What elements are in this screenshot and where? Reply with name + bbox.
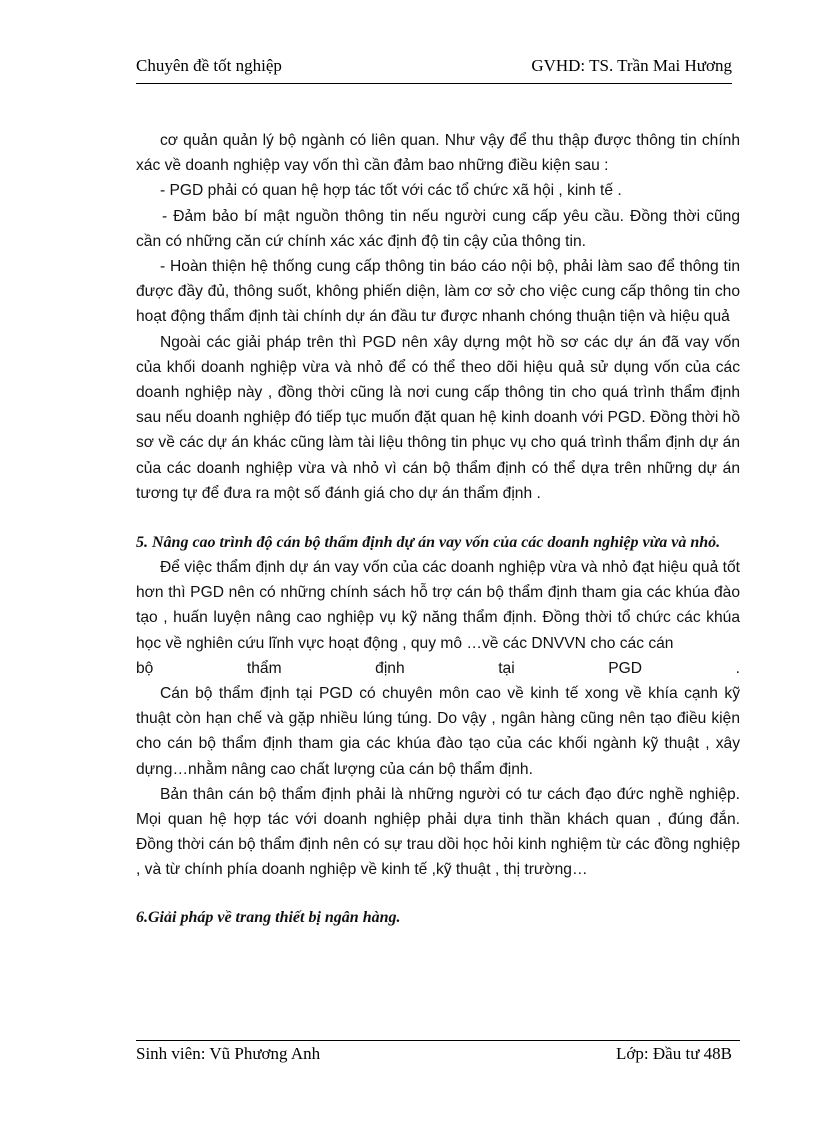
word: tại — [498, 659, 515, 677]
footer-class: Lớp: Đầu tư 48B — [616, 1044, 732, 1063]
bullet-item: - Hoàn thiện hệ thống cung cấp thông tin báo cáo nội bộ, phải làm sao để thông tin được đầy đủ, thông suốt, không phiến diện, làm cơ sở cho việc cung cấp thông tin cho hoạt động thẩm định tài chính dự án đầu tư được nhanh chóng thuận tiện và hiệu quả — [136, 258, 740, 326]
header-divider — [136, 83, 732, 84]
word: bộ — [136, 659, 154, 677]
footer-divider — [136, 1040, 740, 1041]
page-header — [136, 56, 732, 82]
word: định — [375, 659, 405, 677]
word: thẩm — [246, 659, 282, 677]
footer-student: Sinh viên: Vũ Phương Anh — [136, 1044, 321, 1063]
paragraph: Cán bộ thẩm định tại PGD có chuyên môn cao về kinh tế xong về khía cạnh kỹ thuật còn hạn chế và gặp nhiều lúng túng. Do vậy , ngân hàng cũng nên tạo điều kiện cho cán bộ thẩm định tham gia các khúa đào tạo của các khối ngành kỹ thuật , xây dựng…nhằm nâng cao chất lượng của cán bộ thẩm định. — [136, 685, 740, 778]
paragraph-justified-line — [136, 656, 740, 681]
section-heading-5: 5. Nâng cao trình độ cán bộ thẩm định dự án vay vốn của các doanh nghiệp vừa và nhỏ. — [136, 534, 721, 552]
word: . — [735, 659, 740, 677]
paragraph: cơ quản quản lý bộ ngành có liên quan. Như vậy để thu thập được thông tin chính xác về doanh nghiệp vay vốn thì cần đảm bao những điều kiện sau : — [136, 132, 740, 175]
bullet-item: - PGD phải có quan hệ hợp tác tốt với các tổ chức xã hội , kinh tế . — [160, 182, 622, 200]
paragraph: Để việc thẩm định dự án vay vốn của các doanh nghiệp vừa và nhỏ đạt hiệu quả tốt hơn thì PGD nên có những chính sách hỗ trợ cán bộ thẩm định tham gia các khúa đào tạo , huấn luyện nâng cao nghiệp vụ kỹ năng thẩm định. Đồng thời tổ chức các khúa học về nghiên cứu lĩnh vực hoạt động , quy mô …về các DNVVN cho các cán — [136, 559, 740, 652]
section-heading-6: 6.Giải pháp về trang thiết bị ngân hàng. — [136, 908, 401, 926]
paragraph: Ngoài các giải pháp trên thì PGD nên xây dựng một hồ sơ các dự án đã vay vốn của khối doanh nghiệp vừa và nhỏ để có thể theo dõi hiệu quả sử dụng vốn của các doanh nghiệp này , đồng thời cũng là nơi cung cấp thông tin cho quá trình thẩm định sau nếu doanh nghiệp đó tiếp tục muốn đặt quan hệ kinh doanh với PGD. Đồng thời hồ sơ về các dự án khác cũng làm tài liệu thông tin phục vụ cho quá trình thẩm định dự án của các doanh nghiệp vừa và nhỏ vì cán bộ thẩm định có thể dựa trên những dự án tương tự để đưa ra một số đánh giá cho dự án thẩm định . — [136, 333, 740, 502]
bullet-item: - Đảm bảo bí mật nguồn thông tin nếu người cung cấp yêu cầu. Đồng thời cũng cần có những căn cứ chính xác xác định độ tin cậy của thông tin. — [136, 207, 740, 250]
word: PGD — [608, 659, 643, 677]
page-footer — [136, 1044, 732, 1070]
header-supervisor: GVHD: TS. Trần Mai Hương — [531, 56, 732, 75]
header-document-type: Chuyên đề tốt nghiệp — [136, 56, 282, 75]
paragraph: Bản thân cán bộ thẩm định phải là những người có tư cách đạo đức nghề nghiệp. Mọi quan hệ hợp tác với doanh nghiệp phải dựa tinh thần khách quan , đúng đắn. Đồng thời cán bộ thẩm định nên có sự trau dồi học hỏi kinh nghiệm từ các đồng nghiệp , và từ chính phía doanh nghiệp về kinh tế ,kỹ thuật , thị trường… — [136, 785, 740, 879]
page-body — [136, 128, 740, 930]
